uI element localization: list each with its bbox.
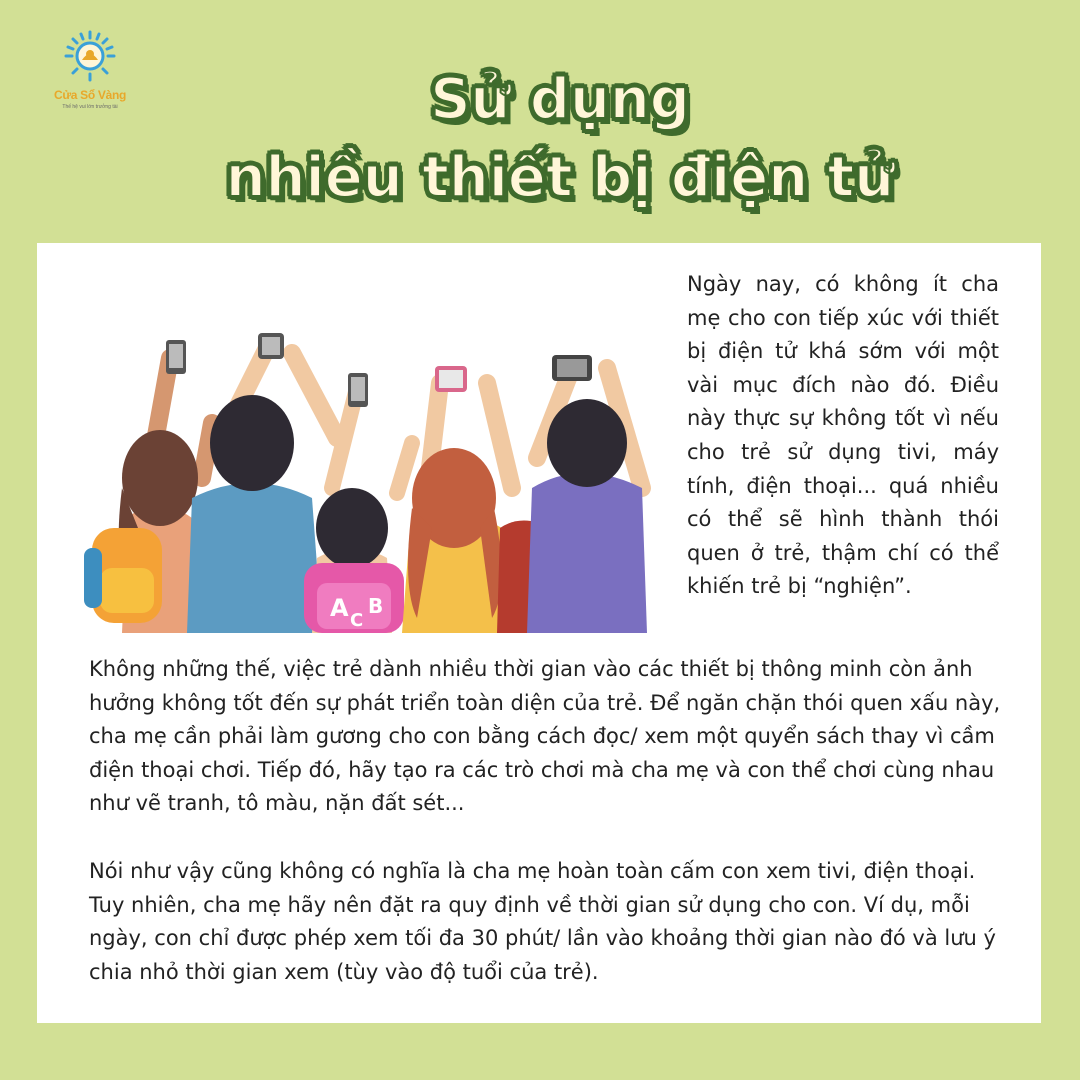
orange-backpack — [84, 528, 162, 623]
pink-backpack — [304, 563, 404, 633]
intro-paragraph: Ngày nay, có không ít cha mẹ cho con tiếp xúc với thiết bị điện tử khá sớm với một vài mục đích nào đó. Điều này thực sự không tốt vì nếu cho trẻ sử dụng tivi, máy tính, điện thoại... quá nhiều có thể sẽ hình thành thói quen ở trẻ, thậm chí có thể khiến trẻ bị “nghiện”. — [687, 272, 999, 599]
phone-icon — [435, 366, 467, 392]
children-holding-phones-illustration — [82, 328, 662, 633]
camera-icon — [552, 355, 592, 381]
brand-tagline: Thế hệ vui lớn trưởng tài — [62, 104, 118, 110]
body-paragraph-2: Không những thế, việc trẻ dành nhiều thời gian vào các thiết bị thông minh còn ảnh hưởng không tốt đến sự phát triển toàn diện của trẻ. Để ngăn chặn thói quen xấu này, cha mẹ cần phải làm gương cho con bằng cách đọc/ xem một quyển sách thay vì cầm điện thoại chơi. Tiếp đó, hãy tạo ra các trò chơi mà cha mẹ và con thể chơi cùng nhau như vẽ tranh, tô màu, nặn đất sét... — [89, 657, 1001, 816]
phone-icon — [348, 373, 368, 407]
backpack-letter-c: C — [350, 610, 364, 631]
content-card — [37, 243, 1041, 1023]
body-paragraph-3: Nói như vậy cũng không có nghĩa là cha mẹ hoàn toàn cấm con xem tivi, điện thoại. Tuy nhiên, cha mẹ hãy nên đặt ra quy định về thời gian sử dụng cho con. Ví dụ, mỗi ngày, con chỉ được phép xem tối đa 30 phút/ lần vào khoảng thời gian nào đó và lưu ý chia nhỏ thời gian xem (tùy vào độ tuổi của trẻ). — [89, 859, 996, 984]
page-title-line2: nhiều thiết bị điện tử — [225, 145, 895, 210]
backpack-letter-a: A — [330, 594, 349, 622]
phone-icon — [258, 333, 284, 359]
page-title-line1: Sử dụng — [430, 67, 690, 132]
phone-icon — [166, 340, 186, 374]
backpack-letter-b: B — [368, 594, 384, 618]
brand-name: Cửa Sổ Vàng — [53, 88, 127, 102]
